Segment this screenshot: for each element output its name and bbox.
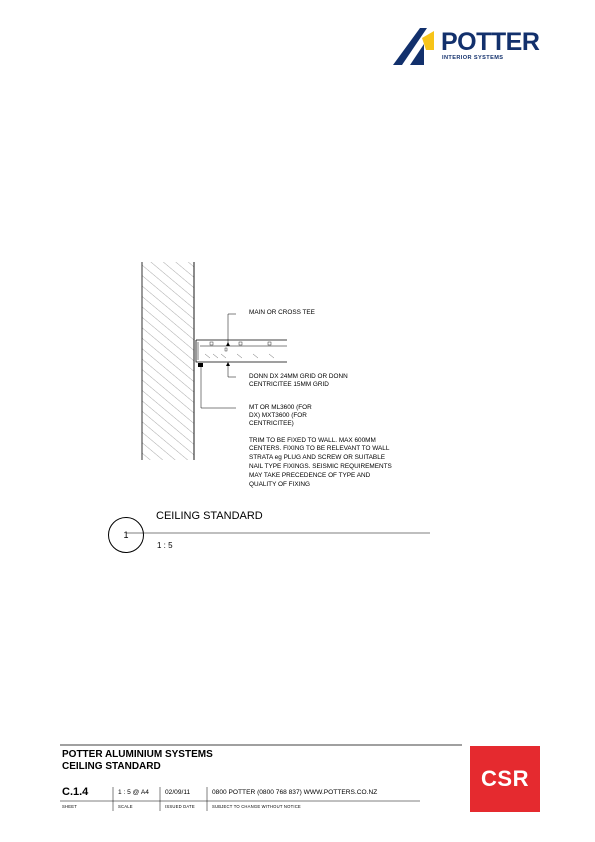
csr-logo-text: CSR — [481, 766, 529, 791]
tee-slot — [239, 342, 242, 345]
caption-scale: SCALE — [118, 804, 133, 809]
title-line-1: POTTER ALUMINIUM SYSTEMS — [62, 749, 213, 760]
detail-scale: 1 : 5 — [157, 541, 173, 550]
arrow-grid — [226, 362, 230, 366]
note-fixing-4: NAIL TYPE FIXINGS. SEISMIC REQUIREMENTS — [249, 463, 392, 470]
note-trim-1: MT OR ML3600 (FOR — [249, 404, 312, 411]
caption-sheet: SHEET — [62, 804, 77, 809]
wall-hatch — [142, 262, 194, 460]
note-fixing-6: QUALITY OF FIXING — [249, 481, 310, 488]
tee-slot — [210, 342, 213, 345]
note-main-tee: MAIN OR CROSS TEE — [249, 309, 315, 316]
contact-value: 0800 POTTER (0800 768 837) WWW.POTTERS.CO.NZ — [212, 789, 378, 796]
note-trim-3: CENTRICITEE) — [249, 420, 294, 427]
detail-title: CEILING STANDARD — [156, 510, 263, 522]
note-trim-2: DX) MXT3600 (FOR — [249, 412, 307, 419]
note-fixing-1: TRIM TO BE FIXED TO WALL. MAX 600MM — [249, 437, 376, 444]
title-line-2: CEILING STANDARD — [62, 761, 161, 772]
caption-note: SUBJECT TO CHANGE WITHOUT NOTICE — [212, 804, 301, 809]
note-grid-2: CENTRICITEE 15MM GRID — [249, 381, 329, 388]
detail-number-circle: 1 — [108, 517, 144, 553]
title-block-heading — [62, 749, 213, 773]
date-value: 02/09/11 — [165, 789, 191, 796]
leader-trim — [201, 367, 236, 408]
scale-value: 1 : 5 @ A4 — [118, 789, 149, 796]
wall-trim-angle — [196, 340, 287, 362]
note-fixing-5: MAY TAKE PRECEDENCE OF TYPE AND — [249, 472, 371, 479]
ceiling-tile — [205, 354, 274, 358]
note-fixing-3: STRATA eg PLUG AND SCREW OR SUITABLE — [249, 454, 386, 461]
caption-date: ISSUED DATE — [165, 804, 195, 809]
csr-logo — [470, 746, 540, 812]
wall-fixing — [198, 363, 203, 367]
tee-slot — [225, 348, 227, 351]
sheet-number: C.1.4 — [62, 786, 89, 798]
tee-slot — [268, 342, 271, 345]
note-fixing-2: CENTERS. FIXING TO BE RELEVANT TO WALL — [249, 445, 390, 452]
brand-name: POTTER — [441, 28, 540, 56]
leader-grid — [228, 365, 236, 377]
brand-subtitle: INTERIOR SYSTEMS — [442, 55, 504, 61]
note-grid-1: DONN DX 24MM GRID OR DONN — [249, 373, 348, 380]
arrow-main-tee — [226, 342, 230, 346]
